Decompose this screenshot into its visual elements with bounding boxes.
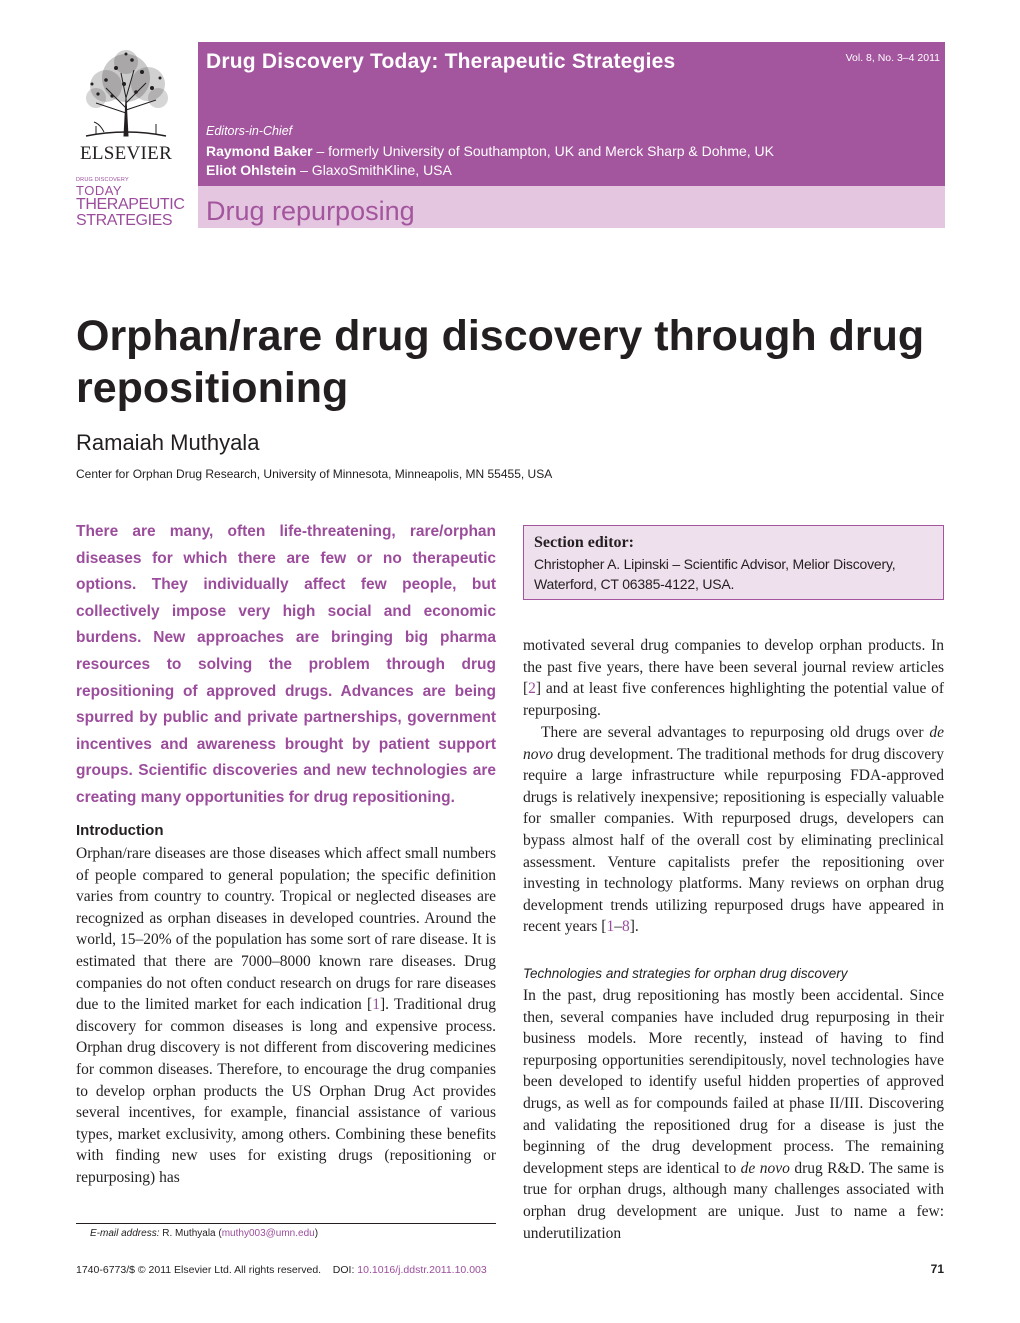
text-run: – (614, 918, 622, 936)
editor-name: Eliot Ohlstein (206, 162, 297, 178)
author-affiliation: Center for Orphan Drug Research, University of Minnesota, Minneapolis, MN 55455, USA (76, 467, 553, 481)
italic-term: de novo (523, 724, 944, 763)
text-run: ] and at least five conferences highlighting the potential value of repurposing. (523, 680, 944, 719)
footer-copyright (76, 1264, 487, 1276)
text-run: drug development. The traditional methods for drug discovery require a large infrastructure while repurposing FDA-approved drugs is relatively inexpensive; repositioning is especially valuable for smaller companies. With repurposed drugs, developers can bypass almost half of the overall cost by eliminating preclinical assessment. Venture capitalists prefer the repositioning over investing in technology platforms. Many reviews on orphan drug development trends utilizing repurposed drugs have appeared in recent years [ (523, 745, 944, 936)
page-number: 71 (930, 1262, 944, 1276)
elsevier-logo (76, 48, 185, 229)
text-run: ]. Traditional drug discovery for common diseases is long and expensive process. Orphan drug discovery is not different from discovering medicines for common diseases. Therefore, to encourage the drug companies to develop orphan products the US Orphan Drug Act provides several incentives, for example, financial assistance of various types, market exclusivity, among others. Combining these benefits with finding new uses for existing drugs (repositioning or repurposing) has (76, 996, 496, 1186)
section-editor-box (523, 525, 944, 600)
journal-logo (76, 177, 185, 229)
section-editor-heading: Section editor: (534, 534, 634, 551)
email-link[interactable]: muthy003@umn.edu (221, 1228, 315, 1239)
journal-logo-line2: THERAPEUTIC (76, 195, 185, 213)
issn-copyright: 1740-6773/$ © 2011 Elsevier Ltd. All rights reserved. (76, 1264, 322, 1276)
publisher-name: ELSEVIER (79, 143, 173, 164)
italic-term: de novo (740, 1159, 790, 1177)
journal-logo-line1: TODAY (76, 182, 123, 198)
editor-entry (206, 162, 452, 178)
citation-link[interactable]: 2 (528, 680, 536, 698)
text-run: There are several advantages to repurposing old drugs over (541, 724, 930, 741)
body-paragraph (523, 635, 944, 721)
editor-entry (206, 143, 774, 159)
body-paragraph (523, 985, 944, 1244)
email-footnote (90, 1228, 318, 1239)
doi-label: DOI: (332, 1264, 358, 1276)
article-title: Orphan/rare drug discovery through drug repositioning (76, 312, 925, 412)
text-run: ]. (629, 918, 639, 936)
doi-link[interactable]: 10.1016/j.ddstr.2011.10.003 (357, 1264, 487, 1276)
author-name: Ramaiah Muthyala (76, 430, 260, 455)
editor-affiliation: – GlaxoSmithKline, USA (296, 162, 452, 178)
volume-info: Vol. 8, No. 3–4 2011 (845, 52, 940, 64)
section-editor-text: Christopher A. Lipinski – Scientific Advisor, Melior Discovery, Waterford, CT 06385-4122, USA. (534, 556, 896, 592)
editors-label: Editors-in-Chief (206, 124, 293, 138)
citation-link[interactable]: 1 (372, 996, 380, 1014)
email-close: ) (314, 1228, 319, 1239)
text-run: In the past, drug repositioning has mostly been accidental. Since then, several companies have included drug repurposing in their business models. More recently, instead of having to find repurposing opportunities serendipitously, novel technologies have been developed to identify useful hidden properties of approved drugs, as well as for compounds failed at phase II/III. Discovering and validating the repositioned drug for a disease is just the beginning of the drug development process. The remaining development steps are identical to (523, 987, 944, 1177)
editor-affiliation: – formerly University of Southampton, UK and Merck Sharp & Dohme, UK (312, 143, 774, 159)
journal-logo-small: DRUG DISCOVERY (76, 177, 129, 183)
text-run: Orphan/rare diseases are those diseases which affect small numbers of people compared to general population; the specific definition varies from country to country. Tropical or neglected diseases are recognized as orphan diseases in developed countries. Around the world, 15–20% of the population has some sort of rare disease. It is estimated that there are 7000–8000 known rare diseases. Drug companies do not often conduct research on drugs for rare diseases due to the limited market for each indication [ (76, 845, 496, 1014)
email-label: E-mail address: (90, 1228, 160, 1239)
section-title: Drug repurposing (206, 196, 415, 226)
introduction-heading: Introduction (76, 822, 164, 839)
email-name: R. Muthyala ( (159, 1228, 222, 1239)
journal-logo-line3: STRATEGIES (76, 211, 173, 229)
editor-name: Raymond Baker (206, 143, 313, 159)
subsection-heading: Technologies and strategies for orphan drug discovery (523, 966, 848, 981)
citation-link[interactable]: 8 (621, 918, 630, 936)
citation-link[interactable]: 1 (606, 918, 615, 936)
text-run: drug R&D. The same is true for orphan drugs, although many challenges associated with orphan drug development are unique. Just to name a few: underutilization (523, 1159, 944, 1242)
text-run: motivated several drug companies to develop orphan products. In the past five years, there have been several journal review articles [ (523, 637, 944, 698)
body-paragraph (523, 722, 944, 938)
introduction-paragraph (76, 843, 496, 1189)
journal-title: Drug Discovery Today: Therapeutic Strategies (206, 50, 676, 73)
elsevier-tree-icon (76, 48, 176, 140)
abstract: There are many, often life-threatening, rare/orphan diseases for which there are few or no therapeutic options. They individually affect few people, but collectively impose very high social and economic burdens. New approaches are bringing big pharma resources to solving the problem through drug repositioning of approved drugs. Advances are being spurred by public and private partnerships, government incentives and awareness brought by patient support groups. Scientific discoveries and new technologies are creating many opportunities for drug repositioning. (76, 523, 496, 806)
footnote-divider (76, 1223, 496, 1224)
